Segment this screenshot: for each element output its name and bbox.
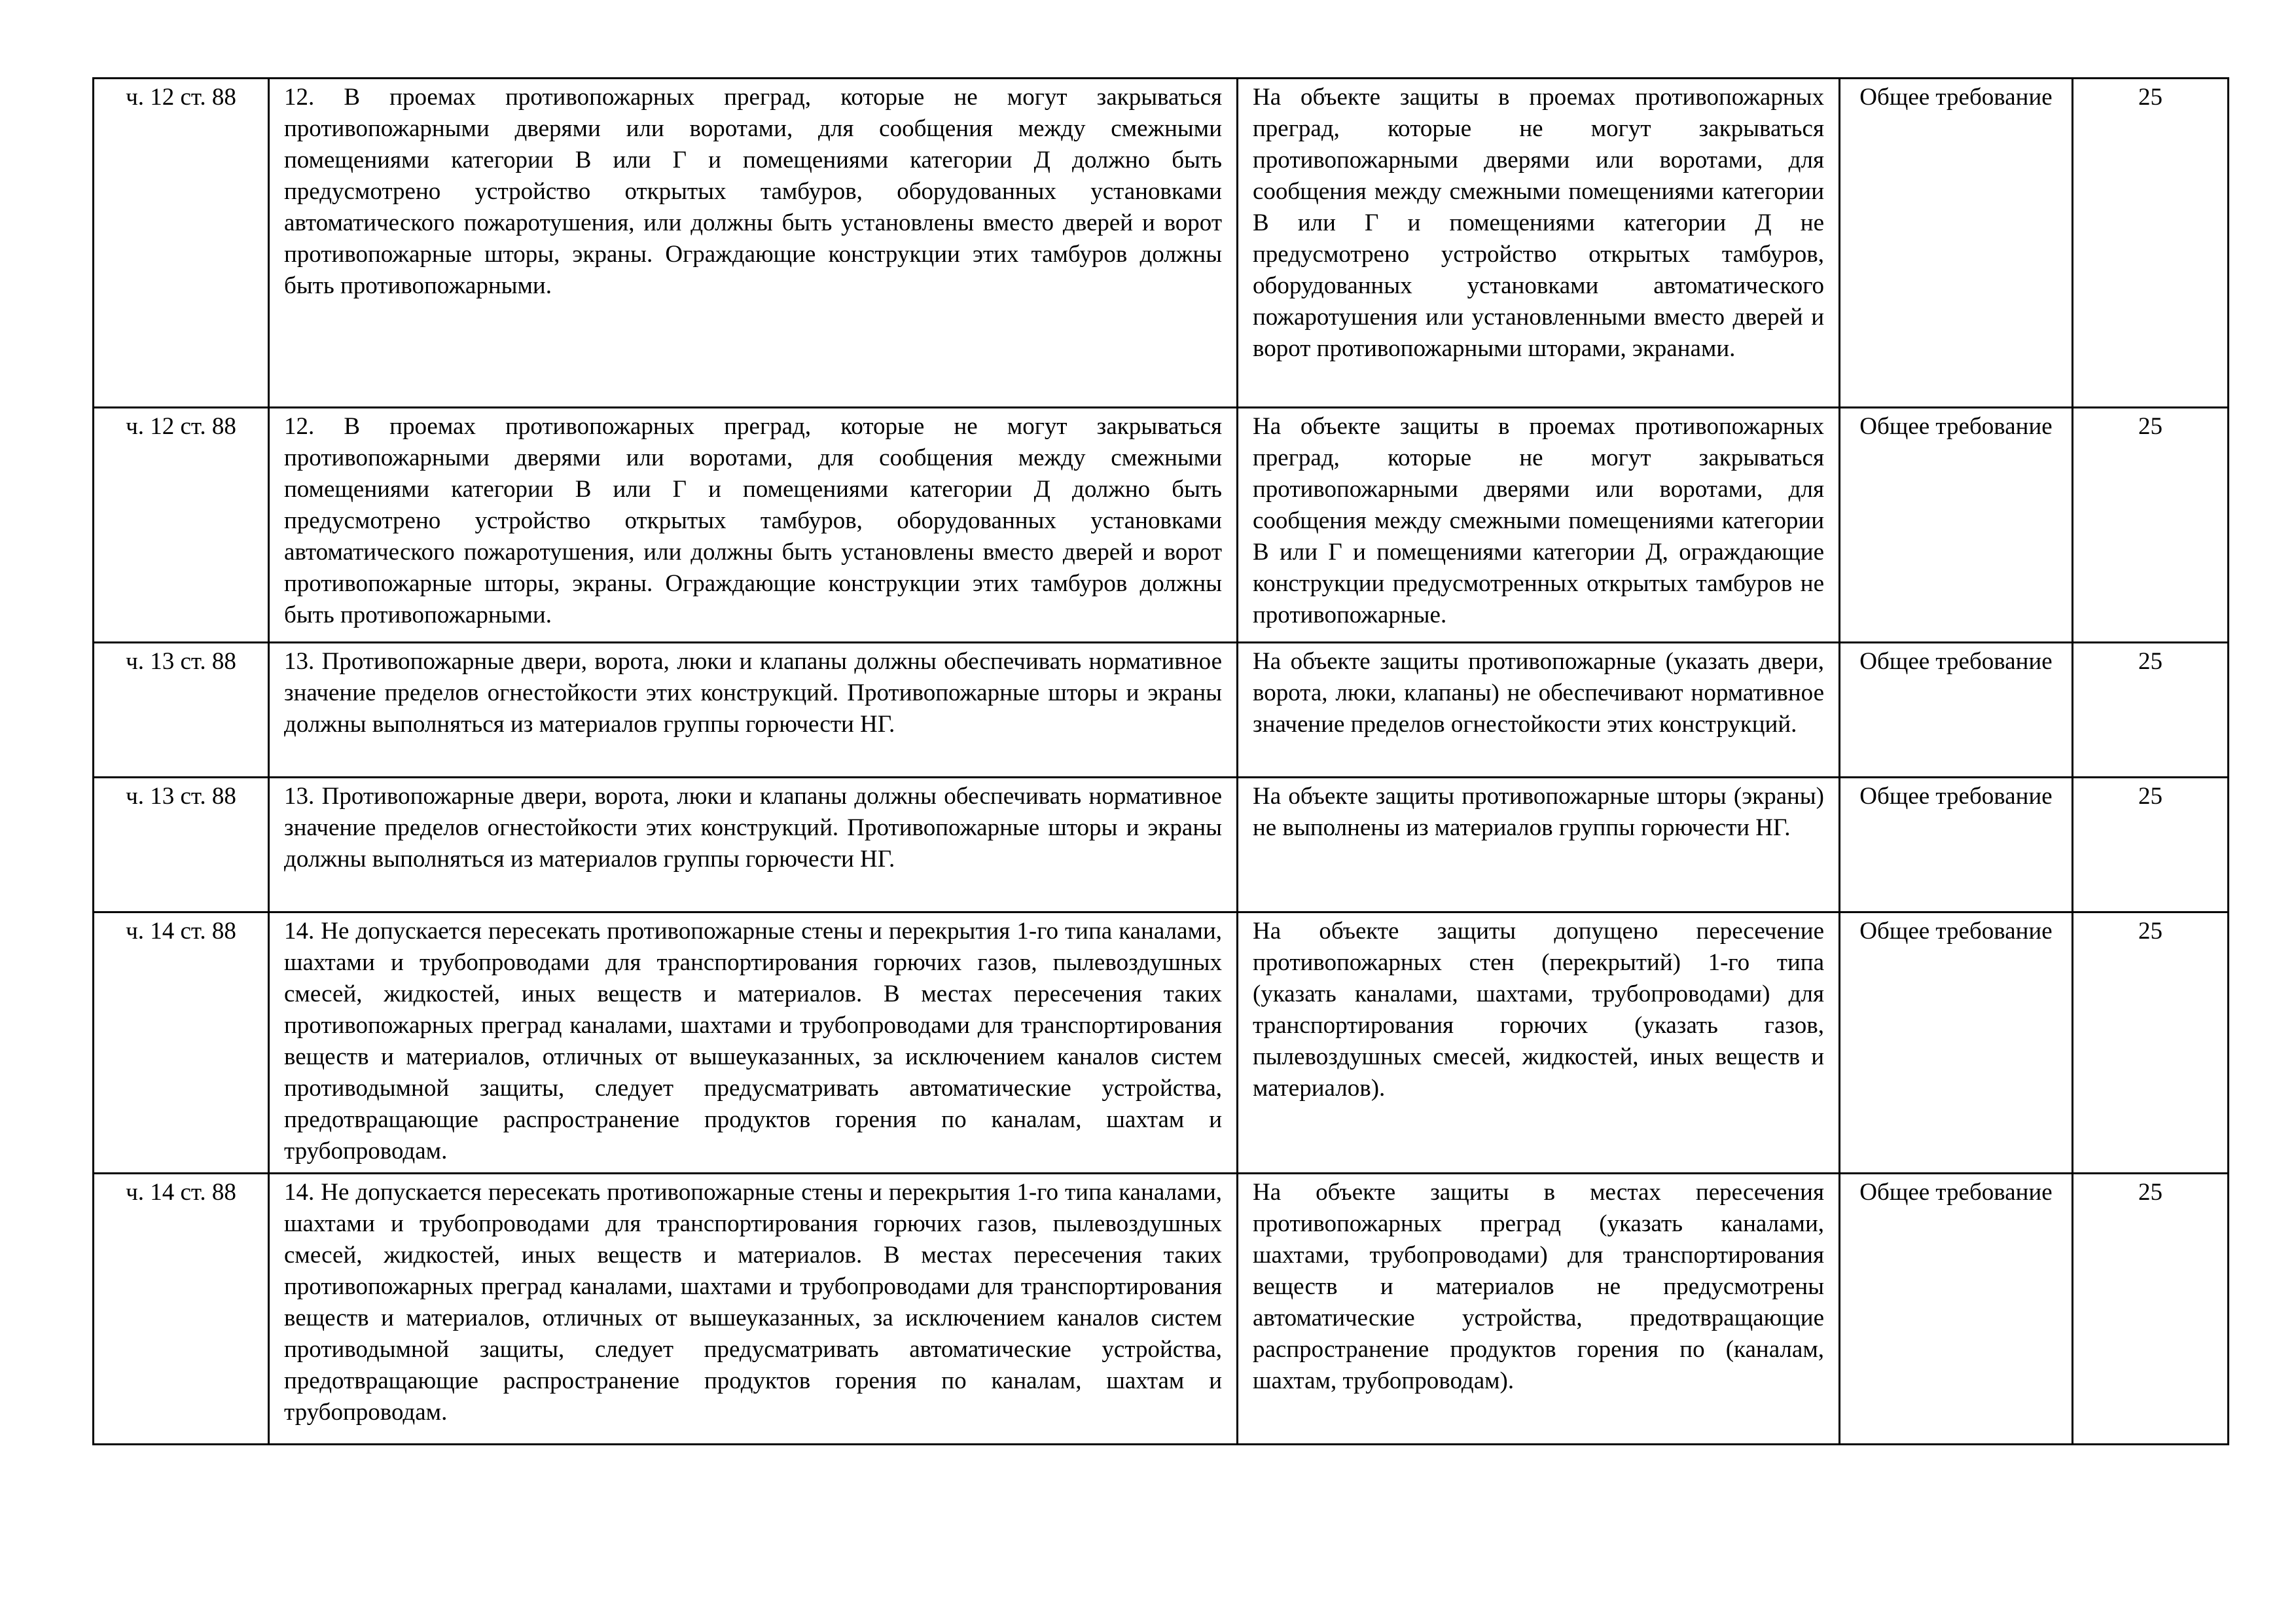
table-row — [94, 912, 2229, 1174]
violation-text — [1238, 408, 1840, 643]
violation-text-content: На объекте защиты противопожарные шторы (экраны) не выполнены из материалов группы горючести НГ. — [1253, 783, 1824, 841]
requirements-table — [92, 77, 2229, 1445]
penalty-number: 25 — [2073, 1174, 2229, 1445]
requirement-text — [269, 1174, 1238, 1445]
article-reference: ч. 14 ст. 88 — [94, 1174, 269, 1445]
requirement-type: Общее требование — [1840, 643, 2073, 778]
requirement-text-content: 14. Не допускается пересекать противопожарные стены и перекрытия 1-го типа каналами, шахтами и трубопроводами для транспортирования горючих газов, пылевоздушных смесей, жидкостей, иных веществ и материалов. В местах пересечения таких противопожарных преград каналами, шахтами и трубопроводами для транспортирования веществ и материалов, отличных от вышеуказанных, за исключением каналов систем противодымной защиты, следует предусматривать автоматические устройства, предотвращающие распространение продуктов горения по каналам, шахтам и трубопроводам. — [284, 918, 1222, 1164]
violation-text-content: На объекте защиты в проемах противопожарных преград, которые не могут закрываться противопожарными дверями или воротами, для сообщения между смежными помещениями категории В или Г и помещениями категории Д, ограждающие конструкции предусмотренных открытых тамбуров не противопожарные. — [1253, 413, 1824, 628]
violation-text-content: На объекте защиты противопожарные (указать двери, ворота, люки, клапаны) не обеспечивают нормативное значение пределов огнестойкости этих конструкций. — [1253, 648, 1824, 738]
penalty-number: 25 — [2073, 643, 2229, 778]
violation-text-content: На объекте защиты допущено пересечение противопожарных стен (перекрытий) 1-го типа (указать каналами, шахтами, трубопроводами) для транспортирования горючих (указать газов, пылевоздушных смесей, жидкостей, иных веществ и материалов). — [1253, 918, 1824, 1102]
violation-text — [1238, 643, 1840, 778]
table-row — [94, 408, 2229, 643]
requirement-text — [269, 912, 1238, 1174]
requirement-type: Общее требование — [1840, 912, 2073, 1174]
penalty-number: 25 — [2073, 408, 2229, 643]
article-reference: ч. 13 ст. 88 — [94, 778, 269, 912]
requirement-type: Общее требование — [1840, 79, 2073, 408]
article-reference: ч. 14 ст. 88 — [94, 912, 269, 1174]
requirement-type: Общее требование — [1840, 778, 2073, 912]
requirement-type: Общее требование — [1840, 408, 2073, 643]
table-row — [94, 1174, 2229, 1445]
table-row — [94, 79, 2229, 408]
violation-text — [1238, 1174, 1840, 1445]
violation-text-content: На объекте защиты в проемах противопожарных преград, которые не могут закрываться противопожарными дверями или воротами, для сообщения между смежными помещениями категории В или Г и помещениями категории Д не предусмотрено устройство открытых тамбуров, оборудованных установками автоматического пожаротушения или установленными вместо дверей и ворот противопожарными шторами, экранами. — [1253, 84, 1824, 362]
article-reference: ч. 12 ст. 88 — [94, 408, 269, 643]
article-reference: ч. 12 ст. 88 — [94, 79, 269, 408]
violation-text-content: На объекте защиты в местах пересечения противопожарных преград (указать каналами, шахтами, трубопроводами) для транспортирования веществ и материалов не предусмотрены автоматические устройства, предотвращающие распространение продуктов горения по (каналам, шахтам, трубопроводам). — [1253, 1179, 1824, 1394]
violation-text — [1238, 912, 1840, 1174]
document-page — [92, 77, 2227, 1445]
article-reference: ч. 13 ст. 88 — [94, 643, 269, 778]
violation-text — [1238, 778, 1840, 912]
violation-text — [1238, 79, 1840, 408]
requirement-type: Общее требование — [1840, 1174, 2073, 1445]
penalty-number: 25 — [2073, 912, 2229, 1174]
requirement-text — [269, 778, 1238, 912]
requirement-text-content: 13. Противопожарные двери, ворота, люки и клапаны должны обеспечивать нормативное значение пределов огнестойкости этих конструкций. Противопожарные шторы и экраны должны выполняться из материалов группы горючести НГ. — [284, 783, 1222, 873]
requirement-text-content: 12. В проемах противопожарных преград, которые не могут закрываться противопожарными дверями или воротами, для сообщения между смежными помещениями категории В или Г и помещениями категории Д должно быть предусмотрено устройство открытых тамбуров, оборудованных установками автоматического пожаротушения, или должны быть установлены вместо дверей и ворот противопожарные шторы, экраны. Ограждающие конструкции этих тамбуров должны быть противопожарными. — [284, 413, 1222, 628]
requirement-text-content: 13. Противопожарные двери, ворота, люки и клапаны должны обеспечивать нормативное значение пределов огнестойкости этих конструкций. Противопожарные шторы и экраны должны выполняться из материалов группы горючести НГ. — [284, 648, 1222, 738]
table-row — [94, 778, 2229, 912]
requirement-text — [269, 643, 1238, 778]
requirement-text-content: 14. Не допускается пересекать противопожарные стены и перекрытия 1-го типа каналами, шахтами и трубопроводами для транспортирования горючих газов, пылевоздушных смесей, жидкостей, иных веществ и материалов. В местах пересечения таких противопожарных преград каналами, шахтами и трубопроводами для транспортирования веществ и материалов, отличных от вышеуказанных, за исключением каналов систем противодымной защиты, следует предусматривать автоматические устройства, предотвращающие распространение продуктов горения по каналам, шахтам и трубопроводам. — [284, 1179, 1222, 1426]
penalty-number: 25 — [2073, 778, 2229, 912]
requirement-text-content: 12. В проемах противопожарных преград, которые не могут закрываться противопожарными дверями или воротами, для сообщения между смежными помещениями категории В или Г и помещениями категории Д должно быть предусмотрено устройство открытых тамбуров, оборудованных установками автоматического пожаротушения, или должны быть установлены вместо дверей и ворот противопожарные шторы, экраны. Ограждающие конструкции этих тамбуров должны быть противопожарными. — [284, 84, 1222, 299]
requirement-text — [269, 79, 1238, 408]
table-row — [94, 643, 2229, 778]
penalty-number: 25 — [2073, 79, 2229, 408]
requirement-text — [269, 408, 1238, 643]
